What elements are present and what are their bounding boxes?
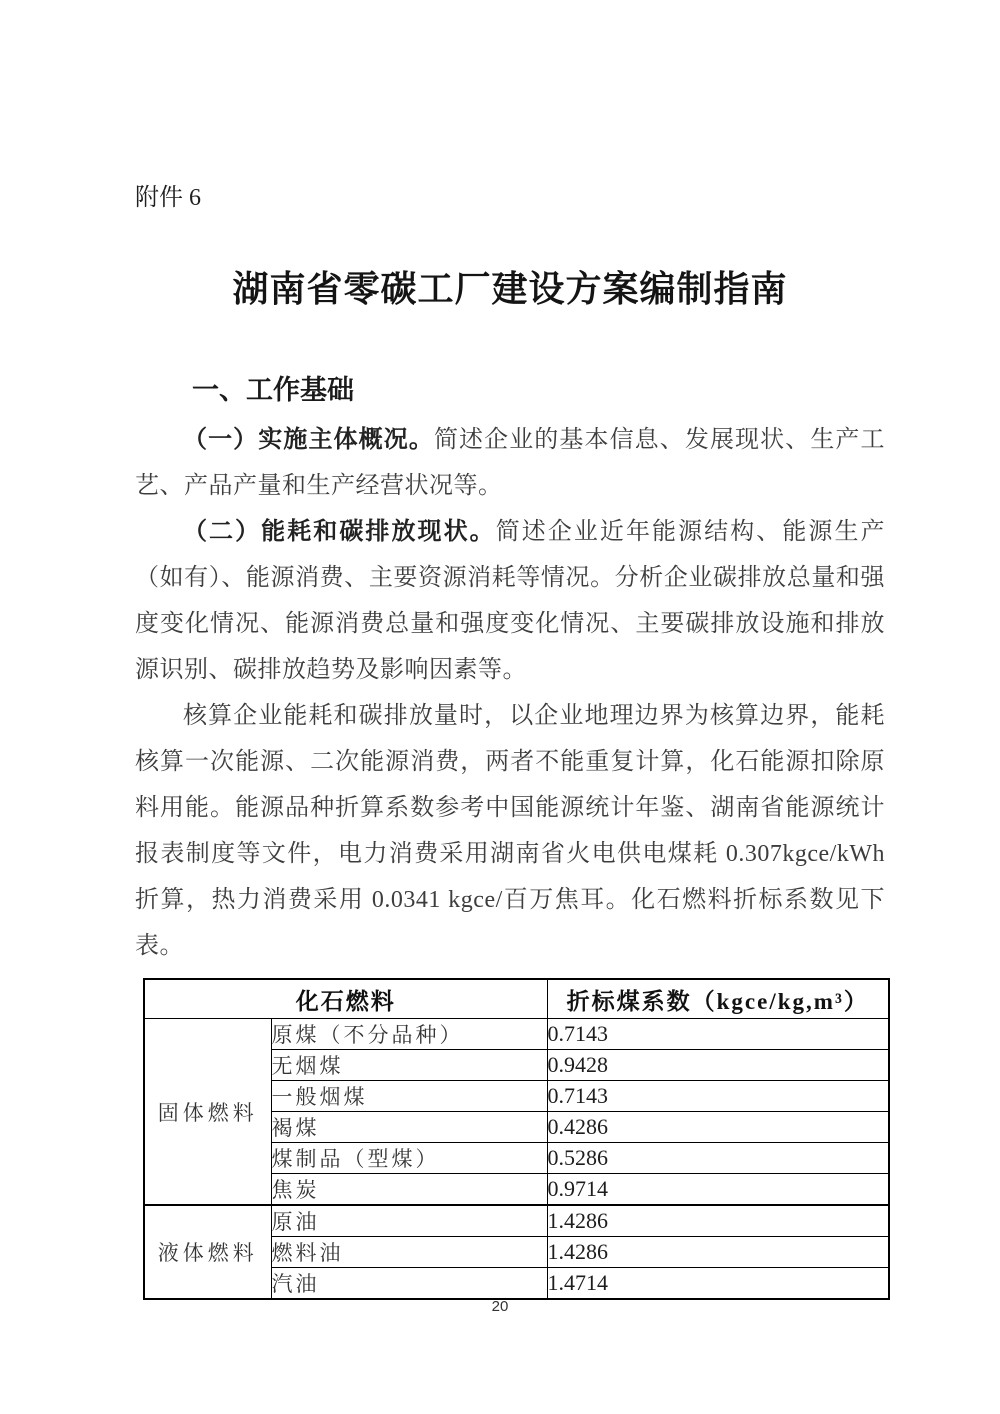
table-row [144, 1205, 889, 1237]
table-header-fuel: 化石燃料 [144, 979, 547, 1019]
fuel-cell: 焦炭 [271, 1174, 547, 1206]
fuel-cell: 原油 [271, 1205, 547, 1237]
fuel-cell: 原煤（不分品种） [271, 1019, 547, 1050]
value-cell: 0.9714 [547, 1174, 889, 1206]
paragraph-2-lead: （二）能耗和碳排放现状。 [183, 519, 496, 545]
value-cell: 1.4714 [547, 1268, 889, 1300]
table-header-factor: 折标煤系数（kgce/kg,m³） [547, 979, 889, 1019]
group-cell-solid-fuel: 固体燃料 [144, 1019, 271, 1206]
paragraph-implementation-overview [135, 417, 885, 509]
value-cell: 0.5286 [547, 1143, 889, 1174]
fuel-cell: 汽油 [271, 1268, 547, 1300]
value-cell: 1.4286 [547, 1237, 889, 1268]
page-number: 20 [491, 1298, 509, 1315]
table-row [144, 1019, 889, 1050]
value-cell: 0.7143 [547, 1081, 889, 1112]
attachment-label: 附件 6 [135, 185, 201, 211]
fossil-fuel-factor-table [143, 978, 890, 1300]
paragraph-1-body: 简述企业的基本信息、发展现状、生产工艺、产品产量和生产经营状况等。 [135, 427, 886, 499]
value-cell: 1.4286 [547, 1205, 889, 1237]
paragraph-1-lead: （一）实施主体概况。 [183, 427, 434, 453]
paragraph-3-body: 核算企业能耗和碳排放量时，以企业地理边界为核算边界，能耗核算一次能源、二次能源消费，两者不能重复计算，化石能源扣除原料用能。能源品种折算系数参考中国能源统计年鉴、湖南省能源统计报表制度等文件，电力消费采用湖南省火电供电煤耗 0.307kgce/kWh 折算，热力消费采用 0.0341 kgce/百万焦耳。化石燃料折标系数见下表。 [135, 703, 885, 959]
group-cell-liquid-fuel: 液体燃料 [144, 1205, 271, 1299]
fuel-cell: 褐煤 [271, 1112, 547, 1143]
paragraph-accounting-boundary [135, 693, 885, 969]
fuel-cell: 燃料油 [271, 1237, 547, 1268]
fuel-cell: 一般烟煤 [271, 1081, 547, 1112]
value-cell: 0.4286 [547, 1112, 889, 1143]
fuel-cell: 无烟煤 [271, 1050, 547, 1081]
paragraph-2-body: 简述企业近年能源结构、能源生产（如有）、能源消费、主要资源消耗等情况。分析企业碳排放总量和强度变化情况、能源消费总量和强度变化情况、主要碳排放设施和排放源识别、碳排放趋势及影响因素等。 [135, 519, 886, 683]
section-heading: 一、工作基础 [192, 375, 354, 405]
value-cell: 0.9428 [547, 1050, 889, 1081]
fuel-cell: 煤制品（型煤） [271, 1143, 547, 1174]
document-title: 湖南省零碳工厂建设方案编制指南 [232, 268, 788, 309]
value-cell: 0.7143 [547, 1019, 889, 1050]
paragraph-energy-carbon-status [135, 509, 885, 693]
table-header-row [144, 979, 889, 1019]
